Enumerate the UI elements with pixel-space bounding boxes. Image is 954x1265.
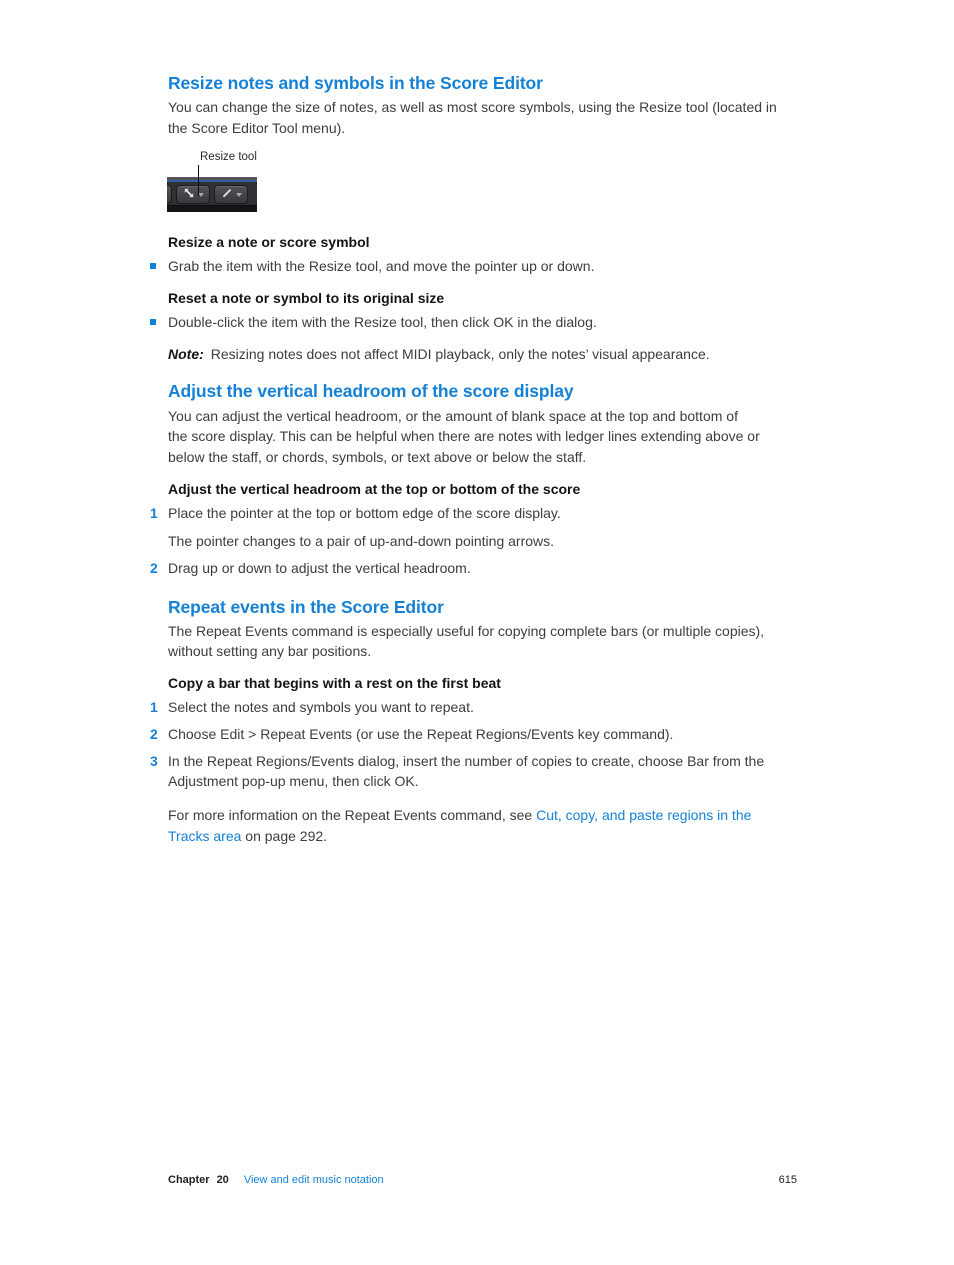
cross-reference-link[interactable]: Tracks area <box>168 828 242 844</box>
numbered-step <box>150 724 673 744</box>
paragraph-line: You can change the size of notes, as well as most score symbols, using the Resize tool (located in <box>168 99 777 115</box>
step-text: Choose Edit > Repeat Events (or use the Repeat Regions/Events key command). <box>168 726 674 742</box>
footer-chapter-number: 20 <box>216 1174 229 1186</box>
toolbar-bottom-edge <box>167 205 257 212</box>
pencil-tool-button <box>214 185 248 204</box>
footer-page-number: 615 <box>778 1174 797 1186</box>
note-text: Resizing notes does not affect MIDI playback, only the notes’ visual appearance. <box>210 346 710 362</box>
note-label: Note: <box>168 346 204 362</box>
paragraph-line: the Score Editor Tool menu). <box>168 120 346 136</box>
bullet-item <box>150 312 597 332</box>
step-text: Drag up or down to adjust the vertical headroom. <box>168 560 471 576</box>
more-info-text: on page 292. <box>241 828 328 844</box>
step-number: 3 <box>150 753 158 769</box>
paragraph-line: The Repeat Events command is especially useful for copying complete bars (or multiple copies), <box>168 623 765 639</box>
step-text: Place the pointer at the top or bottom edge of the score display. <box>168 505 561 521</box>
paragraph-line: You can adjust the vertical headroom, or the amount of blank space at the top and bottom of <box>168 408 738 424</box>
partial-tool-button <box>167 185 172 204</box>
page-footer <box>168 1173 797 1187</box>
square-bullet-icon <box>150 319 156 325</box>
section-title-vertical-headroom: Adjust the vertical headroom of the score display <box>168 381 574 401</box>
task-heading: Resize a note or score symbol <box>168 234 370 250</box>
step-number: 2 <box>150 560 158 576</box>
step-text-continued: Adjustment pop-up menu, then click OK. <box>168 773 419 789</box>
task-heading: Reset a note or symbol to its original size <box>168 290 445 306</box>
section-title-resize-notes: Resize notes and symbols in the Score Editor <box>168 73 543 93</box>
footer-chapter-link[interactable]: View and edit music notation <box>243 1174 384 1186</box>
bullet-item <box>150 256 594 276</box>
task-heading: Adjust the vertical headroom at the top or bottom of the score <box>168 481 581 497</box>
step-text: Select the notes and symbols you want to repeat. <box>168 699 474 715</box>
note-paragraph <box>168 344 710 364</box>
paragraph-line: below the staff, or chords, symbols, or text above or below the staff. <box>168 449 587 465</box>
toolbar-accent-line <box>167 180 257 182</box>
more-info-text: For more information on the Repeat Events command, see <box>168 807 537 823</box>
figure-callout-label: Resize tool <box>200 151 257 163</box>
step-number: 1 <box>150 505 158 521</box>
more-info-paragraph <box>168 805 751 825</box>
square-bullet-icon <box>150 263 156 269</box>
bullet-text: Double-click the item with the Resize tool, then click OK in the dialog. <box>168 314 597 330</box>
numbered-step <box>150 558 471 578</box>
step-number: 1 <box>150 699 158 715</box>
callout-line <box>198 165 199 196</box>
toolbar-screenshot <box>167 177 257 212</box>
cross-reference-link[interactable]: Cut, copy, and paste regions in the <box>536 807 752 823</box>
section-title-repeat-events: Repeat events in the Score Editor <box>168 597 444 617</box>
pencil-icon <box>221 186 233 204</box>
step-detail: The pointer changes to a pair of up-and-down pointing arrows. <box>168 533 555 549</box>
paragraph-line: the score display. This can be helpful when there are notes with ledger lines extending above or <box>168 428 760 444</box>
resize-tool-button <box>176 185 210 204</box>
more-info-paragraph <box>168 826 327 846</box>
footer-chapter-label: Chapter <box>168 1174 210 1186</box>
paragraph-line: without setting any bar positions. <box>168 643 372 659</box>
numbered-step <box>150 697 474 717</box>
numbered-step <box>150 503 561 523</box>
task-heading: Copy a bar that begins with a rest on the first beat <box>168 675 501 691</box>
step-text: In the Repeat Regions/Events dialog, insert the number of copies to create, choose Bar from the <box>168 753 765 769</box>
step-number: 2 <box>150 726 158 742</box>
resize-arrows-icon <box>183 186 195 204</box>
chevron-down-icon <box>236 193 242 197</box>
numbered-step <box>150 751 764 771</box>
bullet-text: Grab the item with the Resize tool, and move the pointer up or down. <box>168 258 595 274</box>
